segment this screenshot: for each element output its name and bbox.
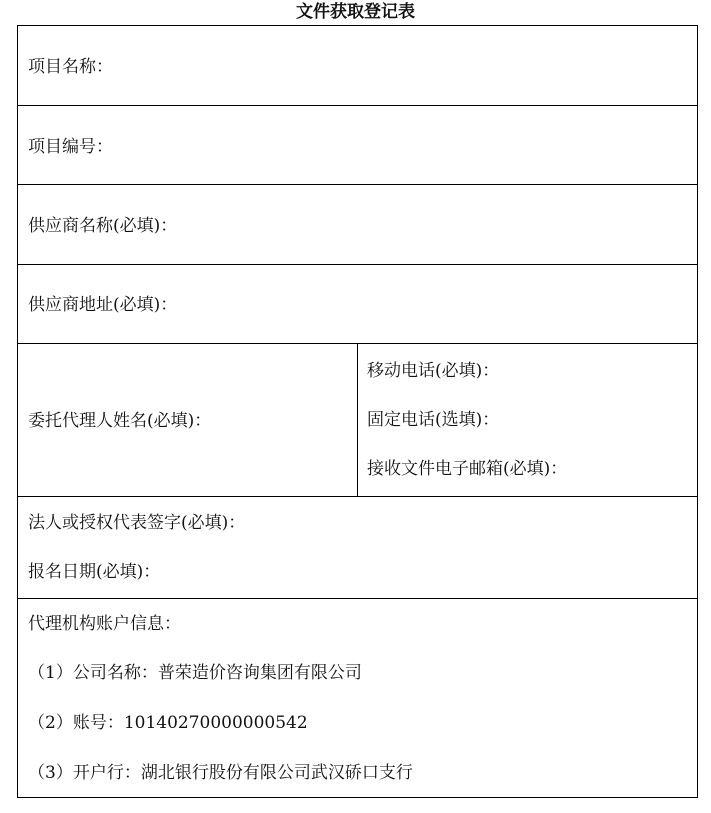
registration-form-table [17, 25, 698, 798]
project-name-label: 项目名称： [28, 57, 113, 77]
legal-rep-signature-label: 法人或授权代表签字(必填)： [28, 513, 246, 533]
account-bank: （3）开户行：湖北银行股份有限公司武汉硚口支行 [28, 763, 413, 783]
row-supplier-address [18, 265, 697, 344]
mobile-phone-label: 移动电话(必填)： [367, 361, 500, 381]
account-number: （2）账号：10140270000000542 [28, 713, 308, 733]
project-number-label: 项目编号： [28, 137, 113, 157]
supplier-address-label: 供应商地址(必填)： [28, 295, 178, 315]
account-info-heading: 代理机构账户信息： [28, 614, 181, 634]
row-account-info [18, 599, 697, 797]
email-label: 接收文件电子邮箱(必填)： [367, 459, 568, 479]
form-title: 文件获取登记表 [296, 2, 415, 22]
registration-date-label: 报名日期(必填)： [28, 562, 161, 582]
agent-name-label: 委托代理人姓名(必填)： [28, 411, 212, 431]
account-company-name: （1）公司名称：普荣造价咨询集团有限公司 [28, 663, 362, 683]
landline-phone-label: 固定电话(选填)： [367, 410, 500, 430]
column-divider [357, 344, 358, 497]
row-signature-date [18, 497, 697, 599]
supplier-name-label: 供应商名称(必填)： [28, 216, 178, 236]
row-project-name [18, 26, 697, 106]
row-supplier-name [18, 185, 697, 265]
row-project-number [18, 106, 697, 185]
